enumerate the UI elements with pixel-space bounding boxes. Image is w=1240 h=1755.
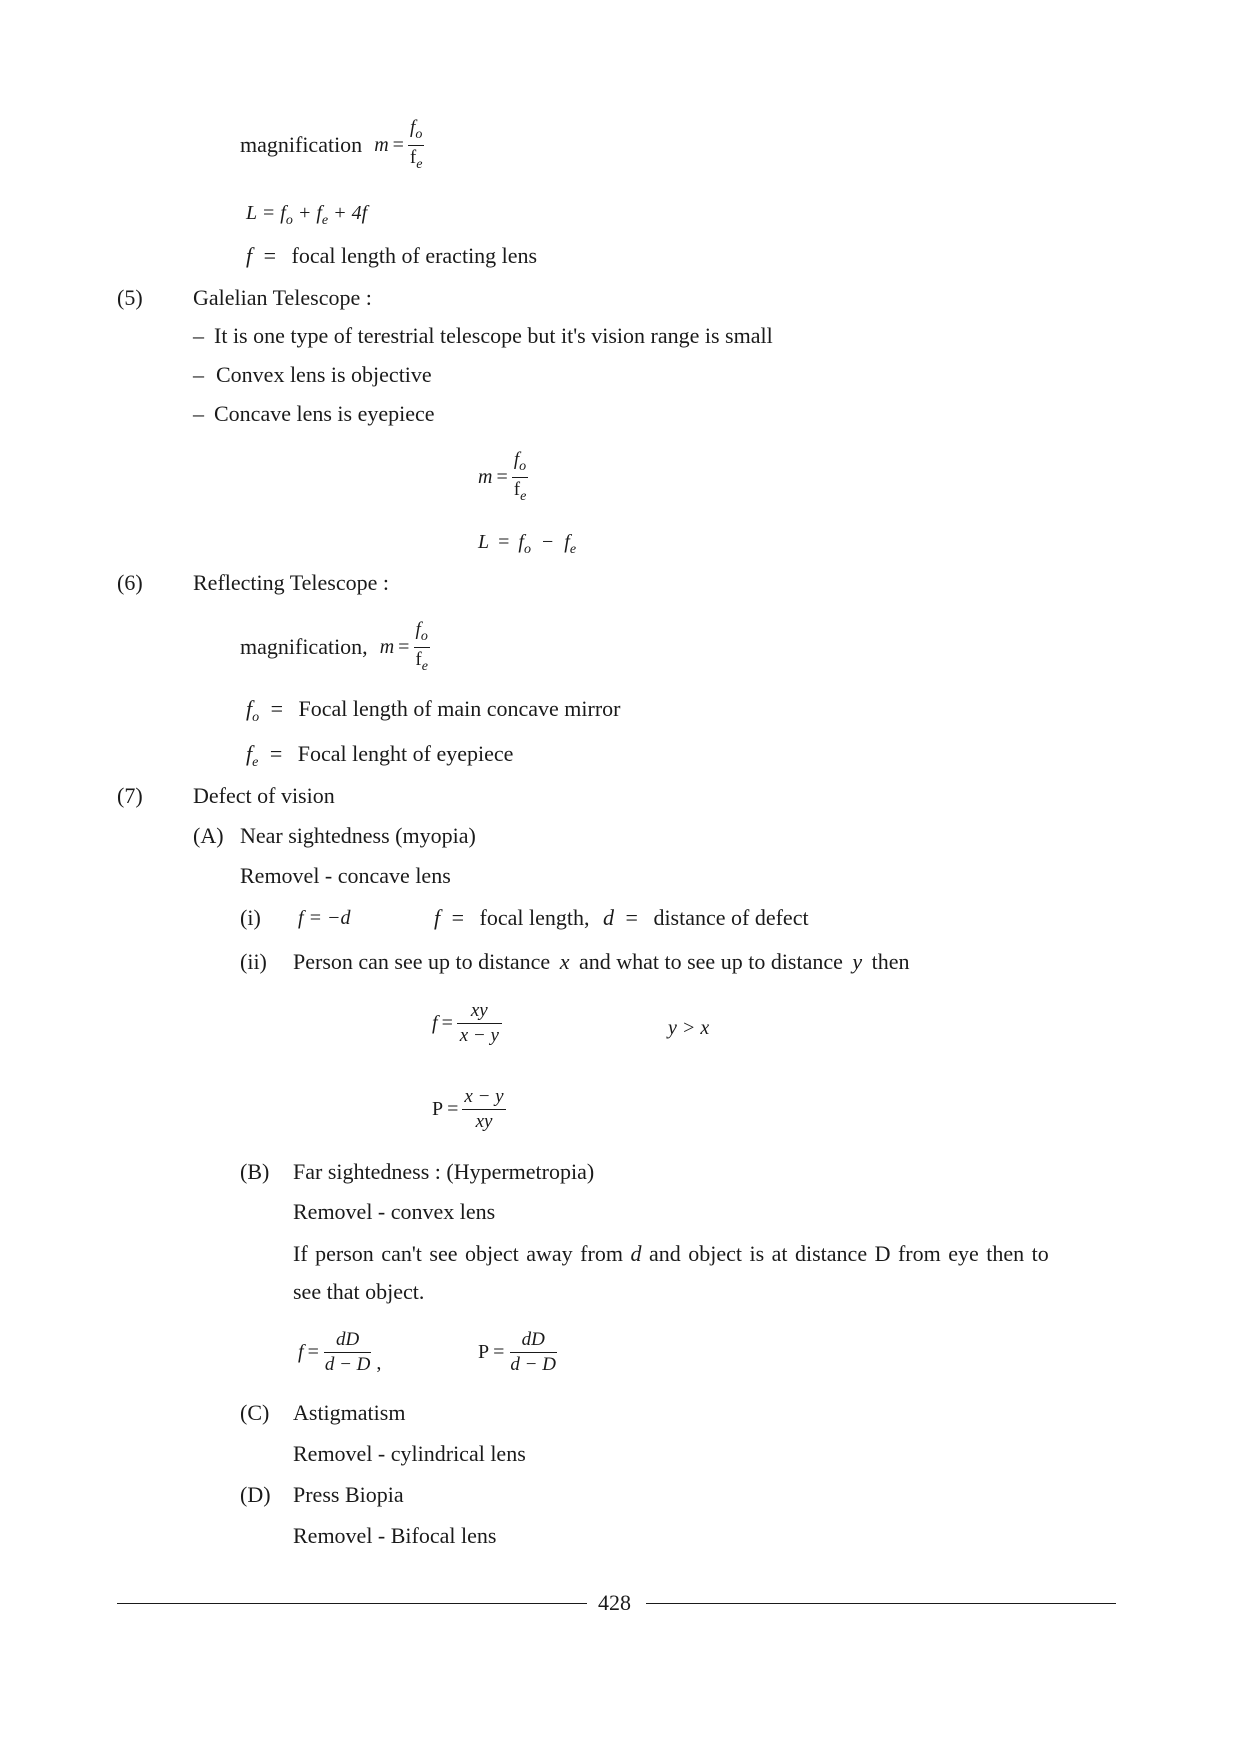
- sub-b-text-line2: see that object.: [293, 1279, 425, 1304]
- list-item: – Concave lens is eyepiece: [193, 401, 435, 426]
- section-7-number: (7): [117, 783, 143, 808]
- sub-b-text-line1: If person can't see object away from d and object is at distance D from eye then to: [293, 1241, 1049, 1266]
- list-item: – It is one type of terestrial telescope but it's vision range is small: [193, 323, 773, 348]
- length-formula-1: $L = f_o + f_e + 4f$: [246, 202, 368, 228]
- sub-c-title: Astigmatism: [293, 1400, 406, 1425]
- sub-a-i-definition: f = focal length, d = distance of defect: [434, 905, 809, 930]
- list-item: – Convex lens is objective: [193, 362, 432, 387]
- sub-c-removal: Removel - cylindrical lens: [293, 1441, 526, 1466]
- section-7-title: Defect of vision: [193, 783, 335, 808]
- myopia-focal-formula: f = $\frac{xy}{x - y}$: [432, 1001, 502, 1046]
- sub-d-title: Press Biopia: [293, 1482, 404, 1507]
- sub-a-ii-label: (ii): [240, 949, 267, 974]
- sub-a-removal: Removel - concave lens: [240, 863, 451, 888]
- sub-d-label: (D): [240, 1482, 271, 1507]
- hypermetropia-focal-formula: f = $\frac{dD}{d - D}$ ,: [298, 1329, 382, 1375]
- sub-b-label: (B): [240, 1159, 270, 1184]
- hypermetropia-power-formula: P = $\frac{dD}{d - D}$: [478, 1329, 556, 1375]
- sub-d-removal: Removel - Bifocal lens: [293, 1523, 497, 1548]
- page-number: 428: [598, 1590, 631, 1615]
- section-6-title: Reflecting Telescope :: [193, 570, 389, 595]
- sub-b-removal: Removel - convex lens: [293, 1199, 496, 1224]
- fe-definition: $f_e$ = Focal lenght of eyepiece: [246, 741, 514, 770]
- sub-a-label: (A): [193, 823, 224, 848]
- sub-b-title: Far sightedness : (Hypermetropia): [293, 1159, 595, 1184]
- sub-a-title: Near sightedness (myopia): [240, 823, 476, 848]
- myopia-condition: y > x: [668, 1017, 710, 1039]
- sub-a-i-label: (i): [240, 905, 261, 930]
- footer-rule-left: [117, 1603, 587, 1604]
- section-6-number: (6): [117, 570, 143, 595]
- myopia-power-formula: P = $\frac{x - y}{xy}$: [432, 1086, 504, 1132]
- sub-c-label: (C): [240, 1400, 270, 1425]
- magnification-formula-3: magnification, m = $\frac{f_o}{f_e}$: [240, 619, 428, 674]
- fo-definition: $f_o$ = Focal length of main concave mirror: [246, 696, 621, 725]
- footer-rule-right: [646, 1603, 1116, 1604]
- magnification-formula-1: magnification m = $\frac{f_o}{f_e}$: [240, 117, 423, 172]
- magnification-formula-2: m = $\frac{f_o}{f_e}$: [478, 449, 527, 504]
- section-5-title: Galelian Telescope :: [193, 285, 372, 310]
- length-formula-2: $L = f_o - f_e$: [478, 531, 577, 557]
- fraction-fo-fe: $\frac{f_o}{f_e}$: [415, 619, 428, 674]
- sub-a-i-equation: f = −d: [298, 907, 351, 929]
- magnification-label: magnification: [240, 132, 363, 158]
- sub-a-ii-text: Person can see up to distance x and what to see up to distance y then: [293, 949, 910, 974]
- fraction-fo-fe: $\frac{f_o}{f_e}$: [409, 117, 423, 172]
- f-definition: f = focal length of eracting lens: [246, 243, 538, 268]
- section-5-number: (5): [117, 285, 143, 310]
- fraction-fo-fe: $\frac{f_o}{f_e}$: [513, 449, 527, 504]
